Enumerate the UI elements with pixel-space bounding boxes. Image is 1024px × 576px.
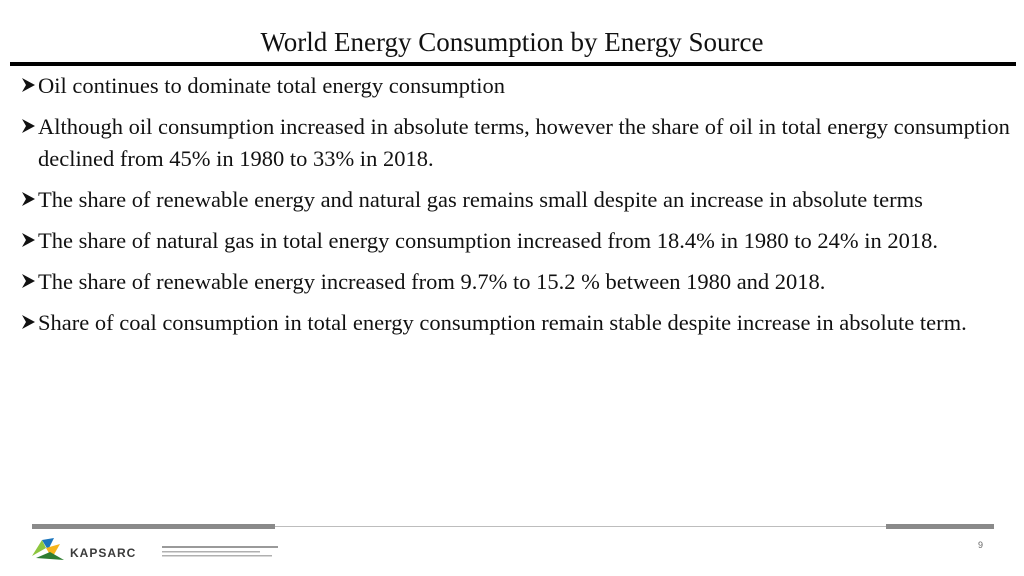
- arrowhead-bullet-icon: [20, 307, 38, 339]
- arrowhead-bullet-icon: [20, 70, 38, 102]
- logo-wordmark: KAPSARC: [70, 546, 137, 560]
- bullet-item: [20, 225, 1010, 257]
- bullet-text: The share of renewable energy and natural gas remains small despite an increase in absolute terms: [38, 187, 923, 212]
- logo-fine-print-icon: [162, 544, 280, 560]
- arrowhead-bullet-icon: [20, 266, 38, 298]
- arrowhead-bullet-icon: [20, 184, 38, 216]
- bullet-text: Share of coal consumption in total energy consumption remain stable despite increase in absolute term.: [38, 310, 967, 335]
- bullet-text: Although oil consumption increased in absolute terms, however the share of oil in total energy consumption declined from 45% in 1980 to 33% in 2018.: [38, 114, 1010, 171]
- bullet-item: [20, 184, 1010, 216]
- bullet-item: [20, 70, 1010, 102]
- arrowhead-bullet-icon: [20, 111, 38, 143]
- title-underline: [10, 62, 1016, 66]
- bullet-text: Oil continues to dominate total energy consumption: [38, 73, 506, 98]
- slide-title: World Energy Consumption by Energy Source: [260, 27, 764, 57]
- kapsarc-logo: [30, 536, 290, 566]
- bullet-text: The share of natural gas in total energy consumption increased from 18.4% in 1980 to 24% in 2018.: [38, 228, 938, 253]
- bullet-item: [20, 307, 1010, 339]
- footer-accent-bar-left: [32, 524, 275, 529]
- arrowhead-bullet-icon: [20, 225, 38, 257]
- bullet-text: The share of renewable energy increased from 9.7% to 15.2 % between 1980 and 2018.: [38, 269, 826, 294]
- kapsarc-emblem-icon: [30, 536, 70, 562]
- bullet-item: [20, 266, 1010, 298]
- page-number: 9: [978, 540, 984, 550]
- bullet-item: [20, 111, 1010, 175]
- footer-accent-bar-right: [886, 524, 994, 529]
- bullet-list: [20, 70, 1010, 348]
